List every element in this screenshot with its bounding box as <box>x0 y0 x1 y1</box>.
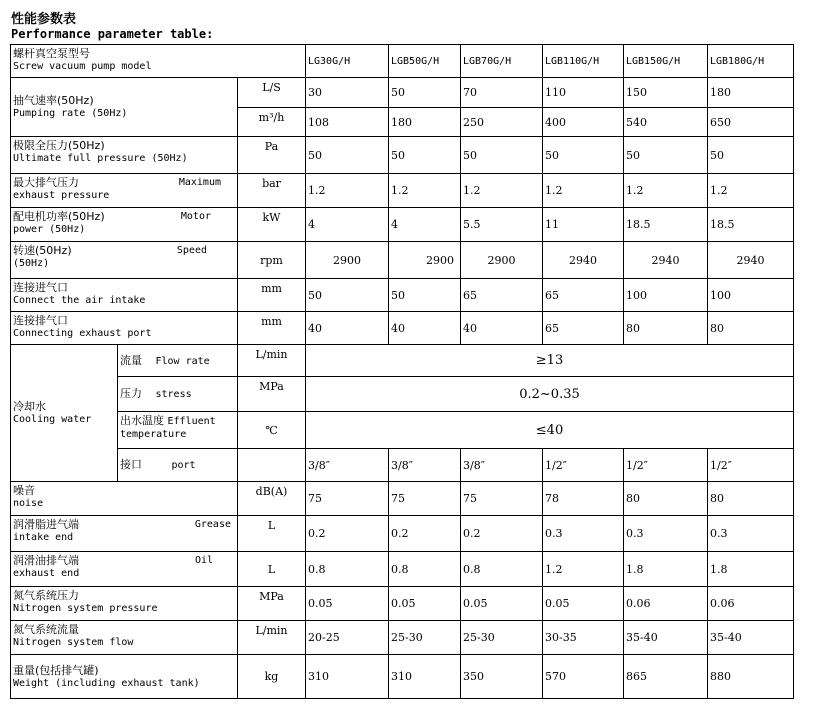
speed-label-cell <box>11 242 238 279</box>
nitrogen-pressure-label-cell <box>11 587 238 621</box>
value-cell: 80 <box>708 482 794 516</box>
model-label-cn: 螺杆真空泵型号 <box>13 47 90 60</box>
unit-cell: MPa <box>238 377 306 412</box>
value-cell: 1/2″ <box>543 449 624 482</box>
cooling-port-label-cell <box>118 449 238 482</box>
value-cell: 50 <box>461 137 543 174</box>
model-cell: LGB150G/H <box>624 45 708 78</box>
value-cell: 18.5 <box>624 208 708 242</box>
table-row-grease <box>11 516 794 552</box>
value-cell: 3/8″ <box>461 449 543 482</box>
unit-cell: mm <box>238 312 306 345</box>
value-cell: 1.2 <box>708 174 794 208</box>
value-cell: 0.8 <box>389 552 461 587</box>
pumping-label-cn: 抽气速率(50Hz) <box>13 94 94 107</box>
oil-label-cell <box>11 552 238 587</box>
cooling-pressure-value: 0.2~0.35 <box>306 377 794 412</box>
value-cell: 3/8″ <box>306 449 389 482</box>
unit-cell: rpm <box>238 242 306 279</box>
cooling-label-cell <box>11 345 118 482</box>
cooling-temp-label-en-a: Effluent <box>167 416 216 427</box>
value-cell: 18.5 <box>708 208 794 242</box>
grease-label-cell <box>11 516 238 552</box>
value-cell: 2900 <box>461 242 543 279</box>
intake-label-cn: 连接进气口 <box>13 281 68 294</box>
exhaust-pressure-label-en-a: Maximum <box>178 177 221 188</box>
value-cell: 100 <box>624 279 708 312</box>
title-english: Performance parameter table: <box>11 27 214 41</box>
nitrogen-pressure-label-cn: 氮气系统压力 <box>13 589 79 602</box>
ultimate-label-cn: 极限全压力(50Hz) <box>13 139 105 152</box>
unit-cell: L/min <box>238 621 306 655</box>
value-cell: 0.3 <box>543 516 624 552</box>
table-row-exhaust-port <box>11 312 794 345</box>
value-cell: 2940 <box>708 242 794 279</box>
value-cell: 100 <box>708 279 794 312</box>
value-cell: 50 <box>708 137 794 174</box>
cooling-flow-label-cn: 流量 <box>120 353 142 367</box>
value-cell: 0.2 <box>306 516 389 552</box>
value-cell: 75 <box>389 482 461 516</box>
unit-cell: mm <box>238 279 306 312</box>
value-cell: 1.2 <box>624 174 708 208</box>
cooling-flow-label-cell <box>118 345 238 377</box>
oil-label-en-b: exhaust end <box>13 568 80 579</box>
value-cell: 2900 <box>389 242 461 279</box>
value-cell: 2900 <box>306 242 389 279</box>
value-cell: 3/8″ <box>389 449 461 482</box>
unit-cell: L/min <box>238 345 306 377</box>
motor-label-cell <box>11 208 238 242</box>
grease-label-cn: 润滑脂进气端 <box>13 518 79 531</box>
table-row-model <box>11 45 794 78</box>
value-cell: 0.06 <box>624 587 708 621</box>
cooling-temp-label-en-b: temperature <box>120 429 187 440</box>
value-cell: 65 <box>543 279 624 312</box>
grease-label-en-a: Grease <box>194 519 231 530</box>
table-row-noise <box>11 482 794 516</box>
value-cell: 0.3 <box>708 516 794 552</box>
unit-cell: m³/h <box>238 108 306 137</box>
cooling-temp-value: ≤40 <box>306 412 794 449</box>
unit-cell: L <box>238 552 306 587</box>
table-row-cooling-flow <box>11 345 794 377</box>
ultimate-label-en: Ultimate full pressure (50Hz) <box>13 153 188 164</box>
value-cell: 0.05 <box>389 587 461 621</box>
value-cell: 650 <box>708 108 794 137</box>
value-cell: 40 <box>306 312 389 345</box>
pumping-label-cell <box>11 78 238 137</box>
value-cell: 1/2″ <box>708 449 794 482</box>
table-row-nitrogen-flow <box>11 621 794 655</box>
intake-label-en: Connect the air intake <box>13 295 146 306</box>
value-cell: 1.8 <box>624 552 708 587</box>
value-cell: 350 <box>461 655 543 699</box>
nitrogen-flow-label-cell <box>11 621 238 655</box>
nitrogen-pressure-label-en: Nitrogen system pressure <box>13 603 158 614</box>
value-cell: 1/2″ <box>624 449 708 482</box>
cooling-flow-value: ≥13 <box>306 345 794 377</box>
value-cell: 310 <box>389 655 461 699</box>
parameter-table <box>10 44 794 699</box>
value-cell: 50 <box>306 137 389 174</box>
model-label-en: Screw vacuum pump model <box>13 61 152 72</box>
noise-label-cn: 噪音 <box>13 484 35 497</box>
table-row-cooling-temp <box>11 412 794 449</box>
value-cell: 40 <box>461 312 543 345</box>
cooling-pressure-label-cn: 压力 <box>120 387 142 400</box>
motor-label-cn: 配电机功率(50Hz) <box>13 210 105 223</box>
value-cell: 65 <box>461 279 543 312</box>
noise-label-cell <box>11 482 238 516</box>
value-cell: 1.2 <box>306 174 389 208</box>
value-cell: 11 <box>543 208 624 242</box>
value-cell: 570 <box>543 655 624 699</box>
unit-cell: kg <box>238 655 306 699</box>
cooling-temp-label-cn: 出水温度 <box>120 414 164 427</box>
nitrogen-flow-label-en: Nitrogen system flow <box>13 637 134 648</box>
unit-cell: Pa <box>238 137 306 174</box>
cooling-label-cn: 冷却水 <box>13 400 46 413</box>
value-cell: 865 <box>624 655 708 699</box>
table-row-nitrogen-pressure <box>11 587 794 621</box>
value-cell: 40 <box>389 312 461 345</box>
unit-cell: ℃ <box>238 412 306 449</box>
value-cell: 110 <box>543 78 624 108</box>
model-cell: LG30G/H <box>306 45 389 78</box>
cooling-pressure-label-cell <box>118 377 238 412</box>
value-cell: 0.06 <box>708 587 794 621</box>
value-cell: 0.2 <box>389 516 461 552</box>
unit-cell: L/S <box>238 78 306 108</box>
model-label-cell <box>11 45 306 78</box>
exhaust-pressure-label-cell <box>11 174 238 208</box>
value-cell: 540 <box>624 108 708 137</box>
nitrogen-flow-label-cn: 氮气系统流量 <box>13 623 79 636</box>
value-cell: 50 <box>389 78 461 108</box>
motor-label-en-b: power (50Hz) <box>13 224 86 235</box>
unit-cell <box>238 449 306 482</box>
value-cell: 4 <box>306 208 389 242</box>
ultimate-label-cell <box>11 137 238 174</box>
weight-label-en: Weight (including exhaust tank) <box>13 677 200 689</box>
title-chinese: 性能参数表 <box>11 12 77 27</box>
table-row-intake <box>11 279 794 312</box>
value-cell: 0.05 <box>461 587 543 621</box>
grease-label-en-b: intake end <box>13 532 74 543</box>
table-row-motor <box>11 208 794 242</box>
value-cell: 1.2 <box>461 174 543 208</box>
unit-cell: bar <box>238 174 306 208</box>
value-cell: 75 <box>306 482 389 516</box>
exhaust-pressure-label-en-b: exhaust pressure <box>13 190 110 201</box>
speed-label-en-b: (50Hz) <box>13 258 50 269</box>
value-cell: 25-30 <box>389 621 461 655</box>
value-cell: 50 <box>306 279 389 312</box>
cooling-temp-label-cell <box>118 412 238 449</box>
table-row-cooling-port <box>11 449 794 482</box>
weight-label-cell <box>11 655 238 699</box>
model-cell: LGB110G/H <box>543 45 624 78</box>
value-cell: 25-30 <box>461 621 543 655</box>
value-cell: 0.8 <box>306 552 389 587</box>
table-row-cooling-pressure <box>11 377 794 412</box>
value-cell: 4 <box>389 208 461 242</box>
unit-cell: L <box>238 516 306 552</box>
value-cell: 250 <box>461 108 543 137</box>
value-cell: 0.2 <box>461 516 543 552</box>
value-cell: 50 <box>624 137 708 174</box>
unit-cell: dB(A) <box>238 482 306 516</box>
oil-label-en-a: Oil <box>194 555 213 566</box>
model-cell: LGB50G/H <box>389 45 461 78</box>
table-row-pumping-ls <box>11 78 794 108</box>
value-cell: 78 <box>543 482 624 516</box>
value-cell: 180 <box>389 108 461 137</box>
value-cell: 70 <box>461 78 543 108</box>
value-cell: 180 <box>708 78 794 108</box>
value-cell: 1.2 <box>543 174 624 208</box>
table-row-speed <box>11 242 794 279</box>
motor-label-en-a: Motor <box>180 211 211 222</box>
value-cell: 75 <box>461 482 543 516</box>
table-row-oil <box>11 552 794 587</box>
oil-label-cn: 润滑油排气端 <box>13 554 79 567</box>
value-cell: 0.8 <box>461 552 543 587</box>
value-cell: 35-40 <box>624 621 708 655</box>
value-cell: 50 <box>389 137 461 174</box>
value-cell: 108 <box>306 108 389 137</box>
value-cell: 50 <box>389 279 461 312</box>
value-cell: 1.2 <box>543 552 624 587</box>
value-cell: 0.05 <box>543 587 624 621</box>
weight-label-cn: 重量(包括排气罐) <box>13 663 99 677</box>
value-cell: 35-40 <box>708 621 794 655</box>
value-cell: 0.3 <box>624 516 708 552</box>
value-cell: 2940 <box>543 242 624 279</box>
value-cell: 80 <box>624 482 708 516</box>
noise-label-en: noise <box>13 498 44 509</box>
pumping-label-en: Pumping rate (50Hz) <box>13 108 128 119</box>
exhaust-port-label-cn: 连接排气口 <box>13 314 68 327</box>
table-row-exhaust-pressure <box>11 174 794 208</box>
value-cell: 310 <box>306 655 389 699</box>
speed-label-en-a: Speed <box>176 245 207 256</box>
value-cell: 1.8 <box>708 552 794 587</box>
model-cell: LGB180G/H <box>708 45 794 78</box>
value-cell: 880 <box>708 655 794 699</box>
table-row-weight <box>11 655 794 699</box>
exhaust-pressure-label-cn: 最大排气压力 <box>13 176 79 189</box>
unit-cell: kW <box>238 208 306 242</box>
value-cell: 2940 <box>624 242 708 279</box>
cooling-port-label-en: port <box>171 460 196 471</box>
speed-label-cn: 转速(50Hz) <box>13 244 72 257</box>
cooling-label-en: Cooling water <box>13 414 92 425</box>
model-cell: LGB70G/H <box>461 45 543 78</box>
value-cell: 400 <box>543 108 624 137</box>
cooling-port-label-cn: 接口 <box>120 458 142 471</box>
value-cell: 80 <box>624 312 708 345</box>
exhaust-port-label-en: Connecting exhaust port <box>13 328 152 339</box>
value-cell: 150 <box>624 78 708 108</box>
value-cell: 30 <box>306 78 389 108</box>
table-row-ultimate <box>11 137 794 174</box>
value-cell: 50 <box>543 137 624 174</box>
cooling-flow-label-en: Flow rate <box>155 355 210 367</box>
value-cell: 80 <box>708 312 794 345</box>
value-cell: 20-25 <box>306 621 389 655</box>
unit-cell: MPa <box>238 587 306 621</box>
value-cell: 5.5 <box>461 208 543 242</box>
cooling-pressure-label-en: stress <box>155 389 192 400</box>
value-cell: 30-35 <box>543 621 624 655</box>
exhaust-port-label-cell <box>11 312 238 345</box>
value-cell: 0.05 <box>306 587 389 621</box>
value-cell: 65 <box>543 312 624 345</box>
intake-label-cell <box>11 279 238 312</box>
value-cell: 1.2 <box>389 174 461 208</box>
